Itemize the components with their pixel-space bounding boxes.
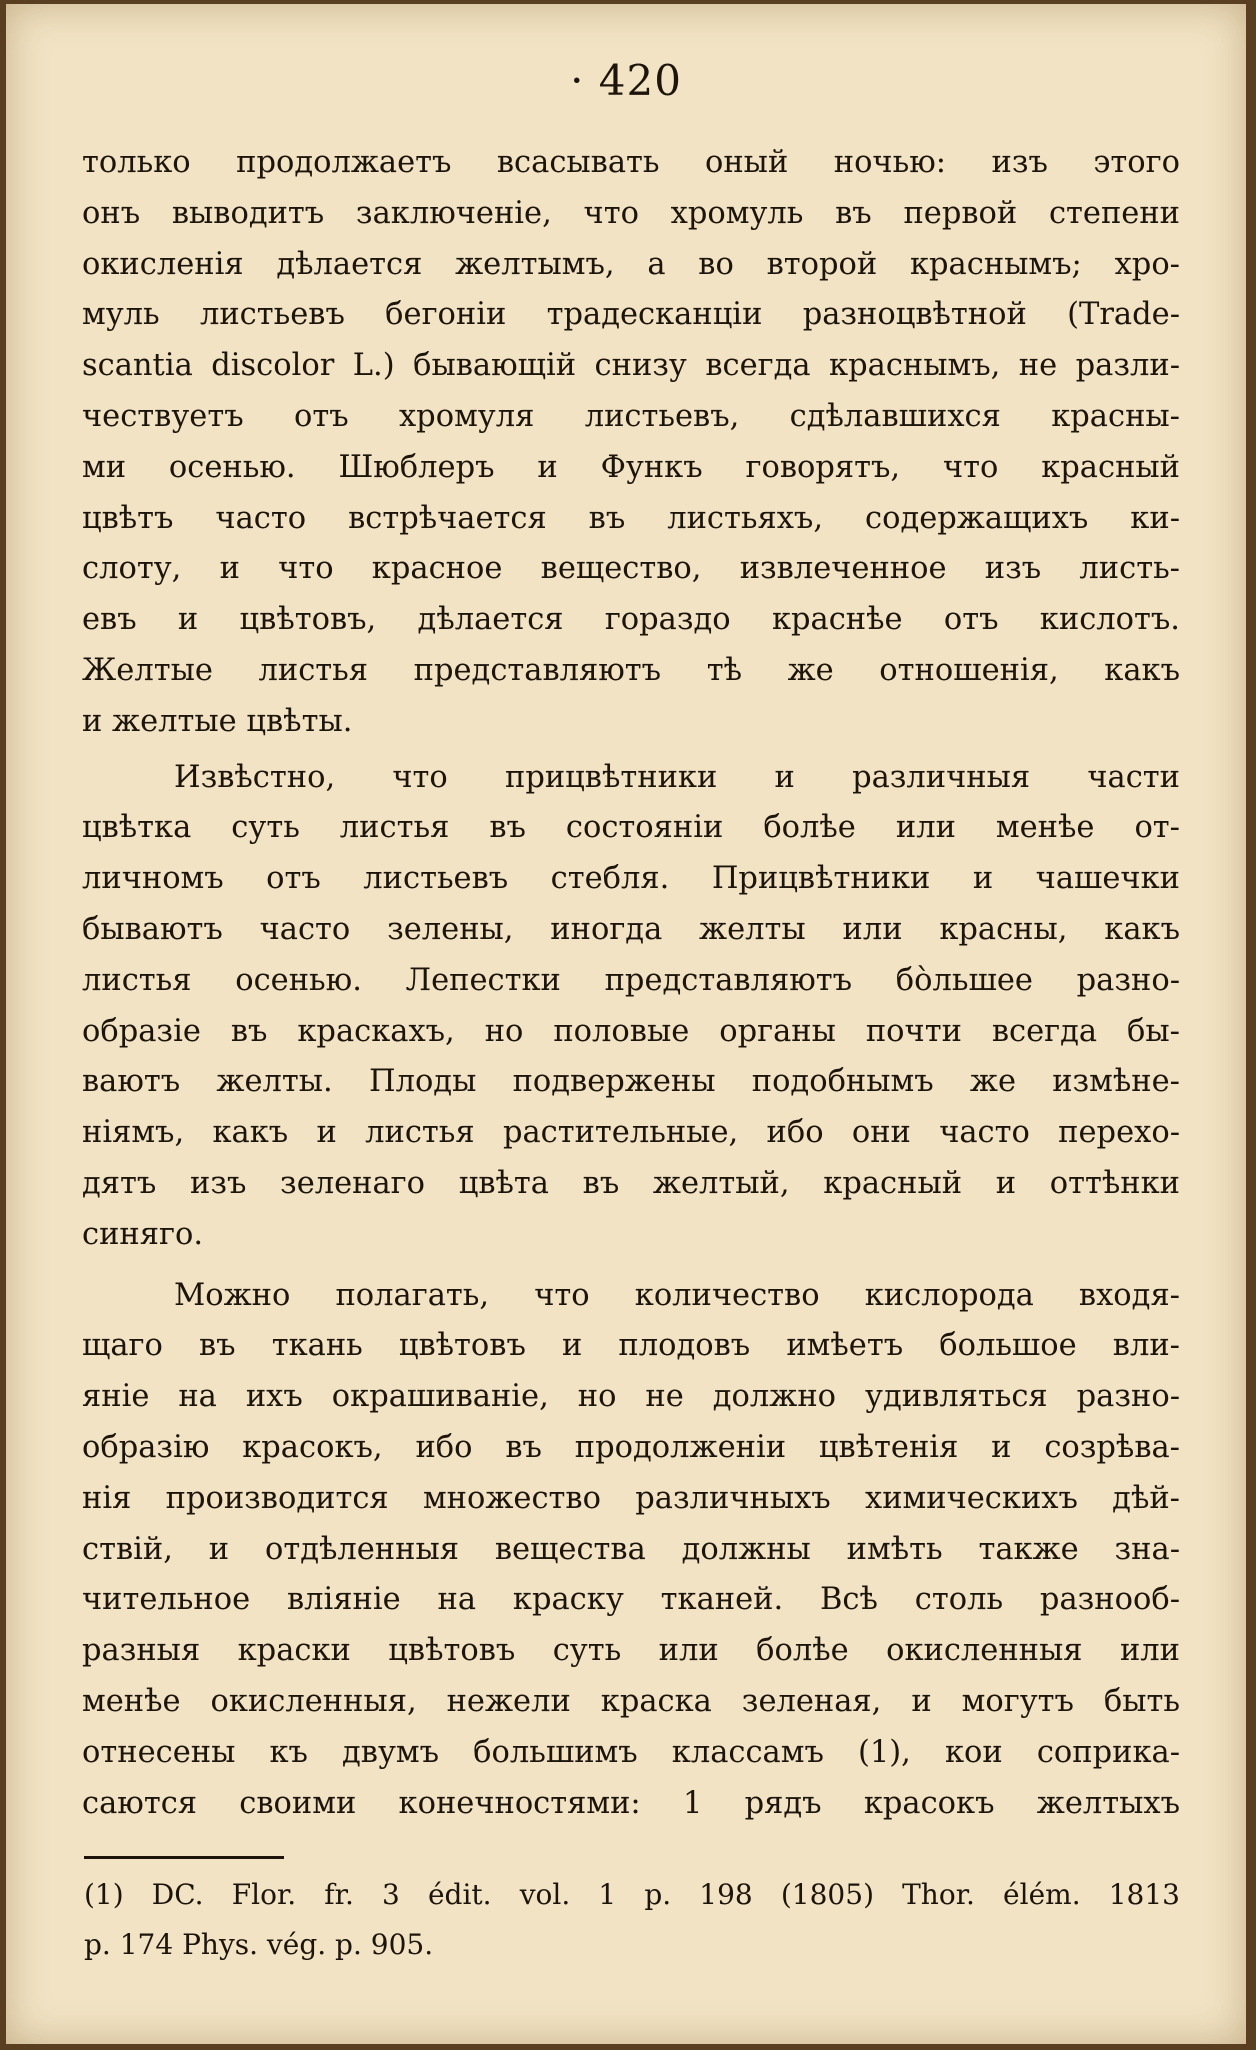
text-line: ми осенью. Шюблеръ и Функъ говорятъ, что красный xyxy=(82,449,1180,485)
text-line: щаго въ ткань цвѣтовъ и плодовъ имѣетъ большое вли- xyxy=(82,1328,1180,1364)
footnote-line: (1) DC. Flor. fr. 3 édit. vol. 1 p. 198 (1805) Thor. élém. 1813 xyxy=(84,1878,1180,1911)
text-line: личномъ отъ листьевъ стебля. Прицвѣтники и чашечки xyxy=(82,861,1180,897)
paragraph-2 xyxy=(82,753,1180,1261)
text-line: чительное вліяніе на краску тканей. Всѣ столь разнооб- xyxy=(82,1582,1180,1618)
text-line: цвѣтка суть листья въ состояніи болѣе или менѣе от- xyxy=(82,810,1180,846)
text-line: Можно полагать, что количество кислорода входя- xyxy=(174,1277,1180,1313)
footnote-divider xyxy=(84,1856,284,1859)
text-line: саются своими конечностями: 1 рядъ красокъ желтыхъ xyxy=(82,1785,1180,1821)
text-line: разныя краски цвѣтовъ суть или болѣе окисленныя или xyxy=(82,1633,1180,1669)
text-line: муль листьевъ бегоніи традесканціи разноцвѣтной (Trade- xyxy=(82,297,1180,333)
text-line: онъ выводитъ заключеніе, что хромуль въ первой степени xyxy=(82,195,1180,231)
text-line: только продолжаетъ всасывать оный ночью: изъ этого xyxy=(82,145,1180,180)
text-line: Желтые листья представляютъ тѣ же отношенія, какъ xyxy=(82,652,1180,688)
footnote xyxy=(84,1870,1180,1970)
book-page xyxy=(6,4,1246,2044)
text-line: и желтые цвѣты. xyxy=(82,703,353,739)
text-line: образію красокъ, ибо въ продолженіи цвѣтенія и созрѣва- xyxy=(82,1429,1180,1465)
text-line: ствій, и отдѣленныя вещества должны имѣть также зна- xyxy=(82,1531,1180,1567)
text-line: менѣе окисленныя, нежели краска зеленая, и могутъ быть xyxy=(82,1683,1180,1719)
text-line: scantia discolor L.) бывающій снизу всегда краснымъ, не разли- xyxy=(82,348,1180,384)
paragraph-3 xyxy=(82,1271,1180,1830)
text-line: отнесены къ двумъ большимъ классамъ (1), кои соприка- xyxy=(82,1734,1180,1770)
text-line: окисленія дѣлается желтымъ, а во второй краснымъ; хро- xyxy=(82,246,1180,282)
text-line: слоту, и что красное вещество, извлеченное изъ листь- xyxy=(82,551,1180,587)
text-line: евъ и цвѣтовъ, дѣлается гораздо краснѣе отъ кислотъ. xyxy=(82,602,1180,638)
text-line: ніямъ, какъ и листья растительные, ибо они часто перехо- xyxy=(82,1115,1180,1151)
text-line: образіе въ краскахъ, но половые органы почти всегда бы- xyxy=(82,1013,1180,1049)
text-line: бываютъ часто зелены, иногда желты или красны, какъ xyxy=(82,911,1180,947)
text-line: Извѣстно, что прицвѣтники и различныя части xyxy=(174,759,1180,795)
page-number: · 420 xyxy=(570,56,682,105)
paragraph-1 xyxy=(82,138,1180,748)
text-line: яніе на ихъ окрашиваніе, но не должно удивляться разно- xyxy=(82,1379,1180,1415)
text-line: листья осенью. Лепестки представляютъ бо̀льшее разно- xyxy=(82,962,1180,998)
text-line: цвѣтъ часто встрѣчается въ листьяхъ, содержащихъ ки- xyxy=(82,500,1180,536)
footnote-line: p. 174 Phys. vég. p. 905. xyxy=(84,1928,434,1961)
text-line: ваютъ желты. Плоды подвержены подобнымъ же измѣне- xyxy=(82,1064,1180,1100)
text-line: нія производится множество различныхъ химическихъ дѣй- xyxy=(82,1480,1180,1516)
text-line: чествуетъ отъ хромуля листьевъ, сдѣлавшихся красны- xyxy=(82,398,1180,434)
text-line: синяго. xyxy=(82,1216,204,1252)
text-line: дятъ изъ зеленаго цвѣта въ желтый, красный и оттѣнки xyxy=(82,1165,1180,1201)
body-text xyxy=(82,138,1180,1829)
